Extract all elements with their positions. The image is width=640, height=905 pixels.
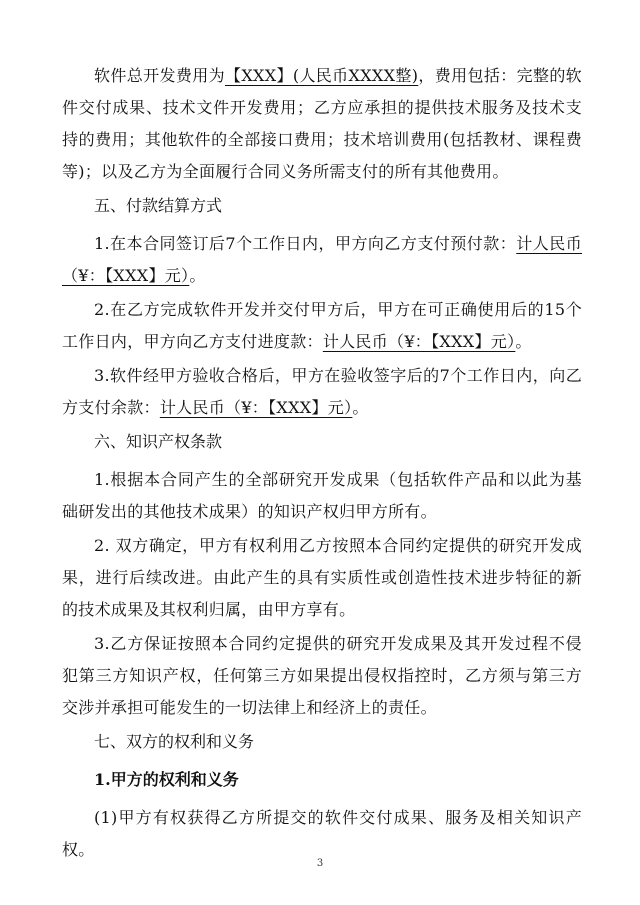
fee-details: ，费用包括：完整的软件交付成果、技术文件开发费用；乙方应承担的提供技术服务及技术支持的费用；其他软件的全部接口费用；技术培训费用(包括教材、课程费等)；以及乙方为全面履行合同义务所需支付的所有其他费用。 xyxy=(62,66,582,181)
section-7-heading: 七、双方的权利和义务 xyxy=(94,732,255,751)
payment-item-2-text: 2.在乙方完成软件开发并交付甲方后，甲方在可正确使用后的15个工作日内，甲方向乙方支付进度款： xyxy=(62,300,582,351)
fee-amount: 【XXX】(人民币XXXX整) xyxy=(224,66,419,85)
ip-item-2: 2. 双方确定，甲方有权利用乙方按照本合同约定提供的研究开发成果，进行后续改进。由此产生的具有实质性或创造性技术进步特征的新的技术成果及其权利归属，由甲方享有。 xyxy=(62,536,582,619)
payment-item-1-text: 1.在本合同签订后7个工作日内，甲方向乙方支付预付款： xyxy=(94,234,517,253)
section-5-heading: 五、付款结算方式 xyxy=(94,196,223,215)
payment-item-2 xyxy=(62,294,582,358)
payment-item-3-amount: 计人民币（¥：【XXX】元） xyxy=(159,398,353,417)
section-6-heading: 六、知识产权条款 xyxy=(94,432,223,451)
payment-item-3 xyxy=(62,360,582,424)
page-number: 3 xyxy=(316,858,324,869)
fee-intro: 软件总开发费用为 xyxy=(94,66,225,85)
payment-item-3-text: 3.软件经甲方验收合格后，甲方在验收签字后的7个工作日内，向乙方支付余款： xyxy=(62,366,582,417)
payment-item-2-end: 。 xyxy=(515,332,532,351)
subsection-7-1-heading: 1.甲方的权利和义务 xyxy=(94,770,239,789)
payment-item-1-amount: 计人民币（¥：【XXX】元） xyxy=(62,234,583,285)
payment-item-1 xyxy=(62,228,582,292)
payment-item-1-end: 。 xyxy=(189,266,206,285)
rights-item-1: (1)甲方有权获得乙方所提交的软件交付成果、服务及相关知识产权。 xyxy=(62,808,582,859)
payment-item-3-end: 。 xyxy=(352,398,369,417)
fee-paragraph xyxy=(62,60,582,188)
payment-item-2-amount: 计人民币（¥：【XXX】元） xyxy=(322,332,516,351)
document-body xyxy=(62,60,582,868)
ip-item-1: 1.根据本合同产生的全部研究开发成果（包括软件产品和以此为基础研发出的其他技术成果）的知识产权归甲方所有。 xyxy=(62,470,582,521)
ip-item-3: 3.乙方保证按照本合同约定提供的研究开发成果及其开发过程不侵犯第三方知识产权，任何第三方如果提出侵权指控时，乙方须与第三方交涉并承担可能发生的一切法律上和经济上的责任。 xyxy=(62,634,582,717)
